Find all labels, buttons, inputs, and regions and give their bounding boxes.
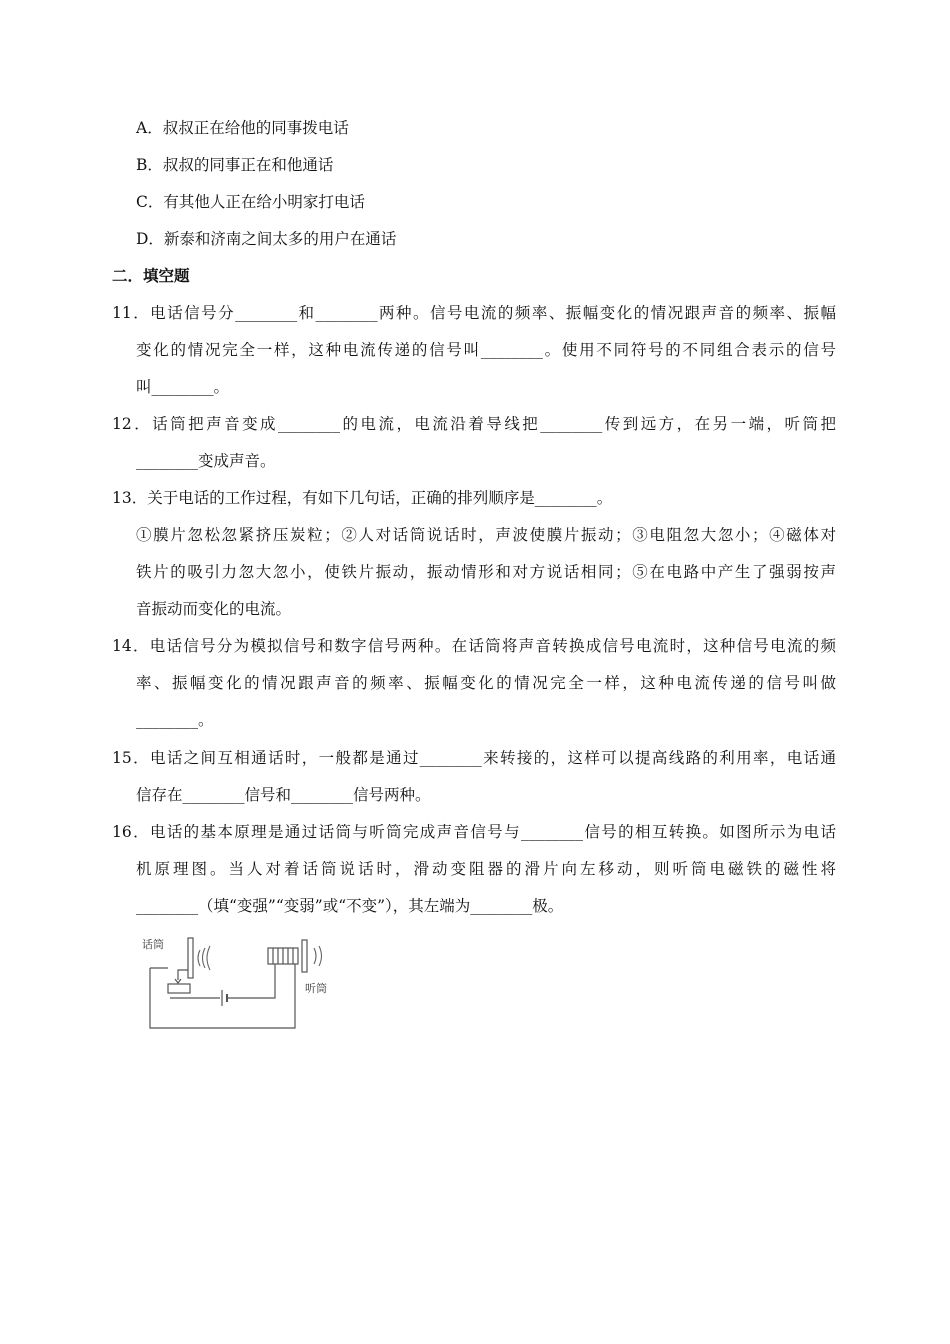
microphone-label: 话筒 [142, 938, 164, 951]
option-b: B．叔叔的同事正在和他通话 [136, 156, 334, 174]
question-12-line-1: 12．话筒把声音变成________的电流，电流沿着导线把________传到远方，在另一端，听筒把 [112, 415, 836, 433]
question-14-line-2: 率、振幅变化的情况跟声音的频率、振幅变化的情况完全一样，这种电流传递的信号叫做 [136, 674, 836, 692]
option-d: D．新泰和济南之间太多的用户在通话 [136, 230, 397, 248]
question-13-line-4: 音振动而变化的电流。 [136, 600, 292, 618]
earpiece-label: 听筒 [305, 982, 327, 995]
question-13-line-1: 13．关于电话的工作过程，有如下几句话，正确的排列顺序是________。 [112, 489, 613, 507]
question-14-line-3: ________。 [136, 711, 214, 729]
option-c: C．有其他人正在给小明家打电话 [136, 193, 365, 211]
section-title: 二．填空题 [112, 267, 190, 285]
question-15-line-1: 15．电话之间互相通话时，一般都是通过________来转接的，这样可以提高线路的利用率，电话通 [112, 749, 836, 767]
question-11-line-2: 变化的情况完全一样，这种电流传递的信号叫________。使用不同符号的不同组合表示的信号 [136, 341, 836, 359]
question-16-line-2: 机原理图。当人对着话筒说话时，滑动变阻器的滑片向左移动，则听筒电磁铁的磁性将 [136, 860, 836, 878]
question-16-line-1: 16．电话的基本原理是通过话筒与听筒完成声音信号与________信号的相互转换。如图所示为电话 [112, 823, 836, 841]
question-13-line-3: 铁片的吸引力忽大忽小，使铁片振动，振动情形和对方说话相同；⑤在电路中产生了强弱按声 [136, 563, 836, 581]
question-14-line-1: 14．电话信号分为模拟信号和数字信号两种。在话筒将声音转换成信号电流时，这种信号电流的频 [112, 637, 836, 655]
question-16-line-3: ________（填“变强”“变弱”或“不变”），其左端为________极。 [136, 897, 564, 915]
question-11-line-3: 叫________。 [136, 378, 230, 396]
telephone-circuit-diagram [140, 928, 360, 1032]
option-a: A．叔叔正在给他的同事拨电话 [136, 119, 349, 137]
question-15-line-2: 信存在________信号和________信号两种。 [136, 786, 431, 804]
question-12-line-2: ________变成声音。 [136, 452, 276, 470]
question-13-line-2: ①膜片忽松忽紧挤压炭粒；②人对话筒说话时，声波使膜片振动；③电阻忽大忽小；④磁体对 [136, 526, 836, 544]
question-11-line-1: 11．电话信号分________和________两种。信号电流的频率、振幅变化的情况跟声音的频率、振幅 [112, 304, 836, 322]
